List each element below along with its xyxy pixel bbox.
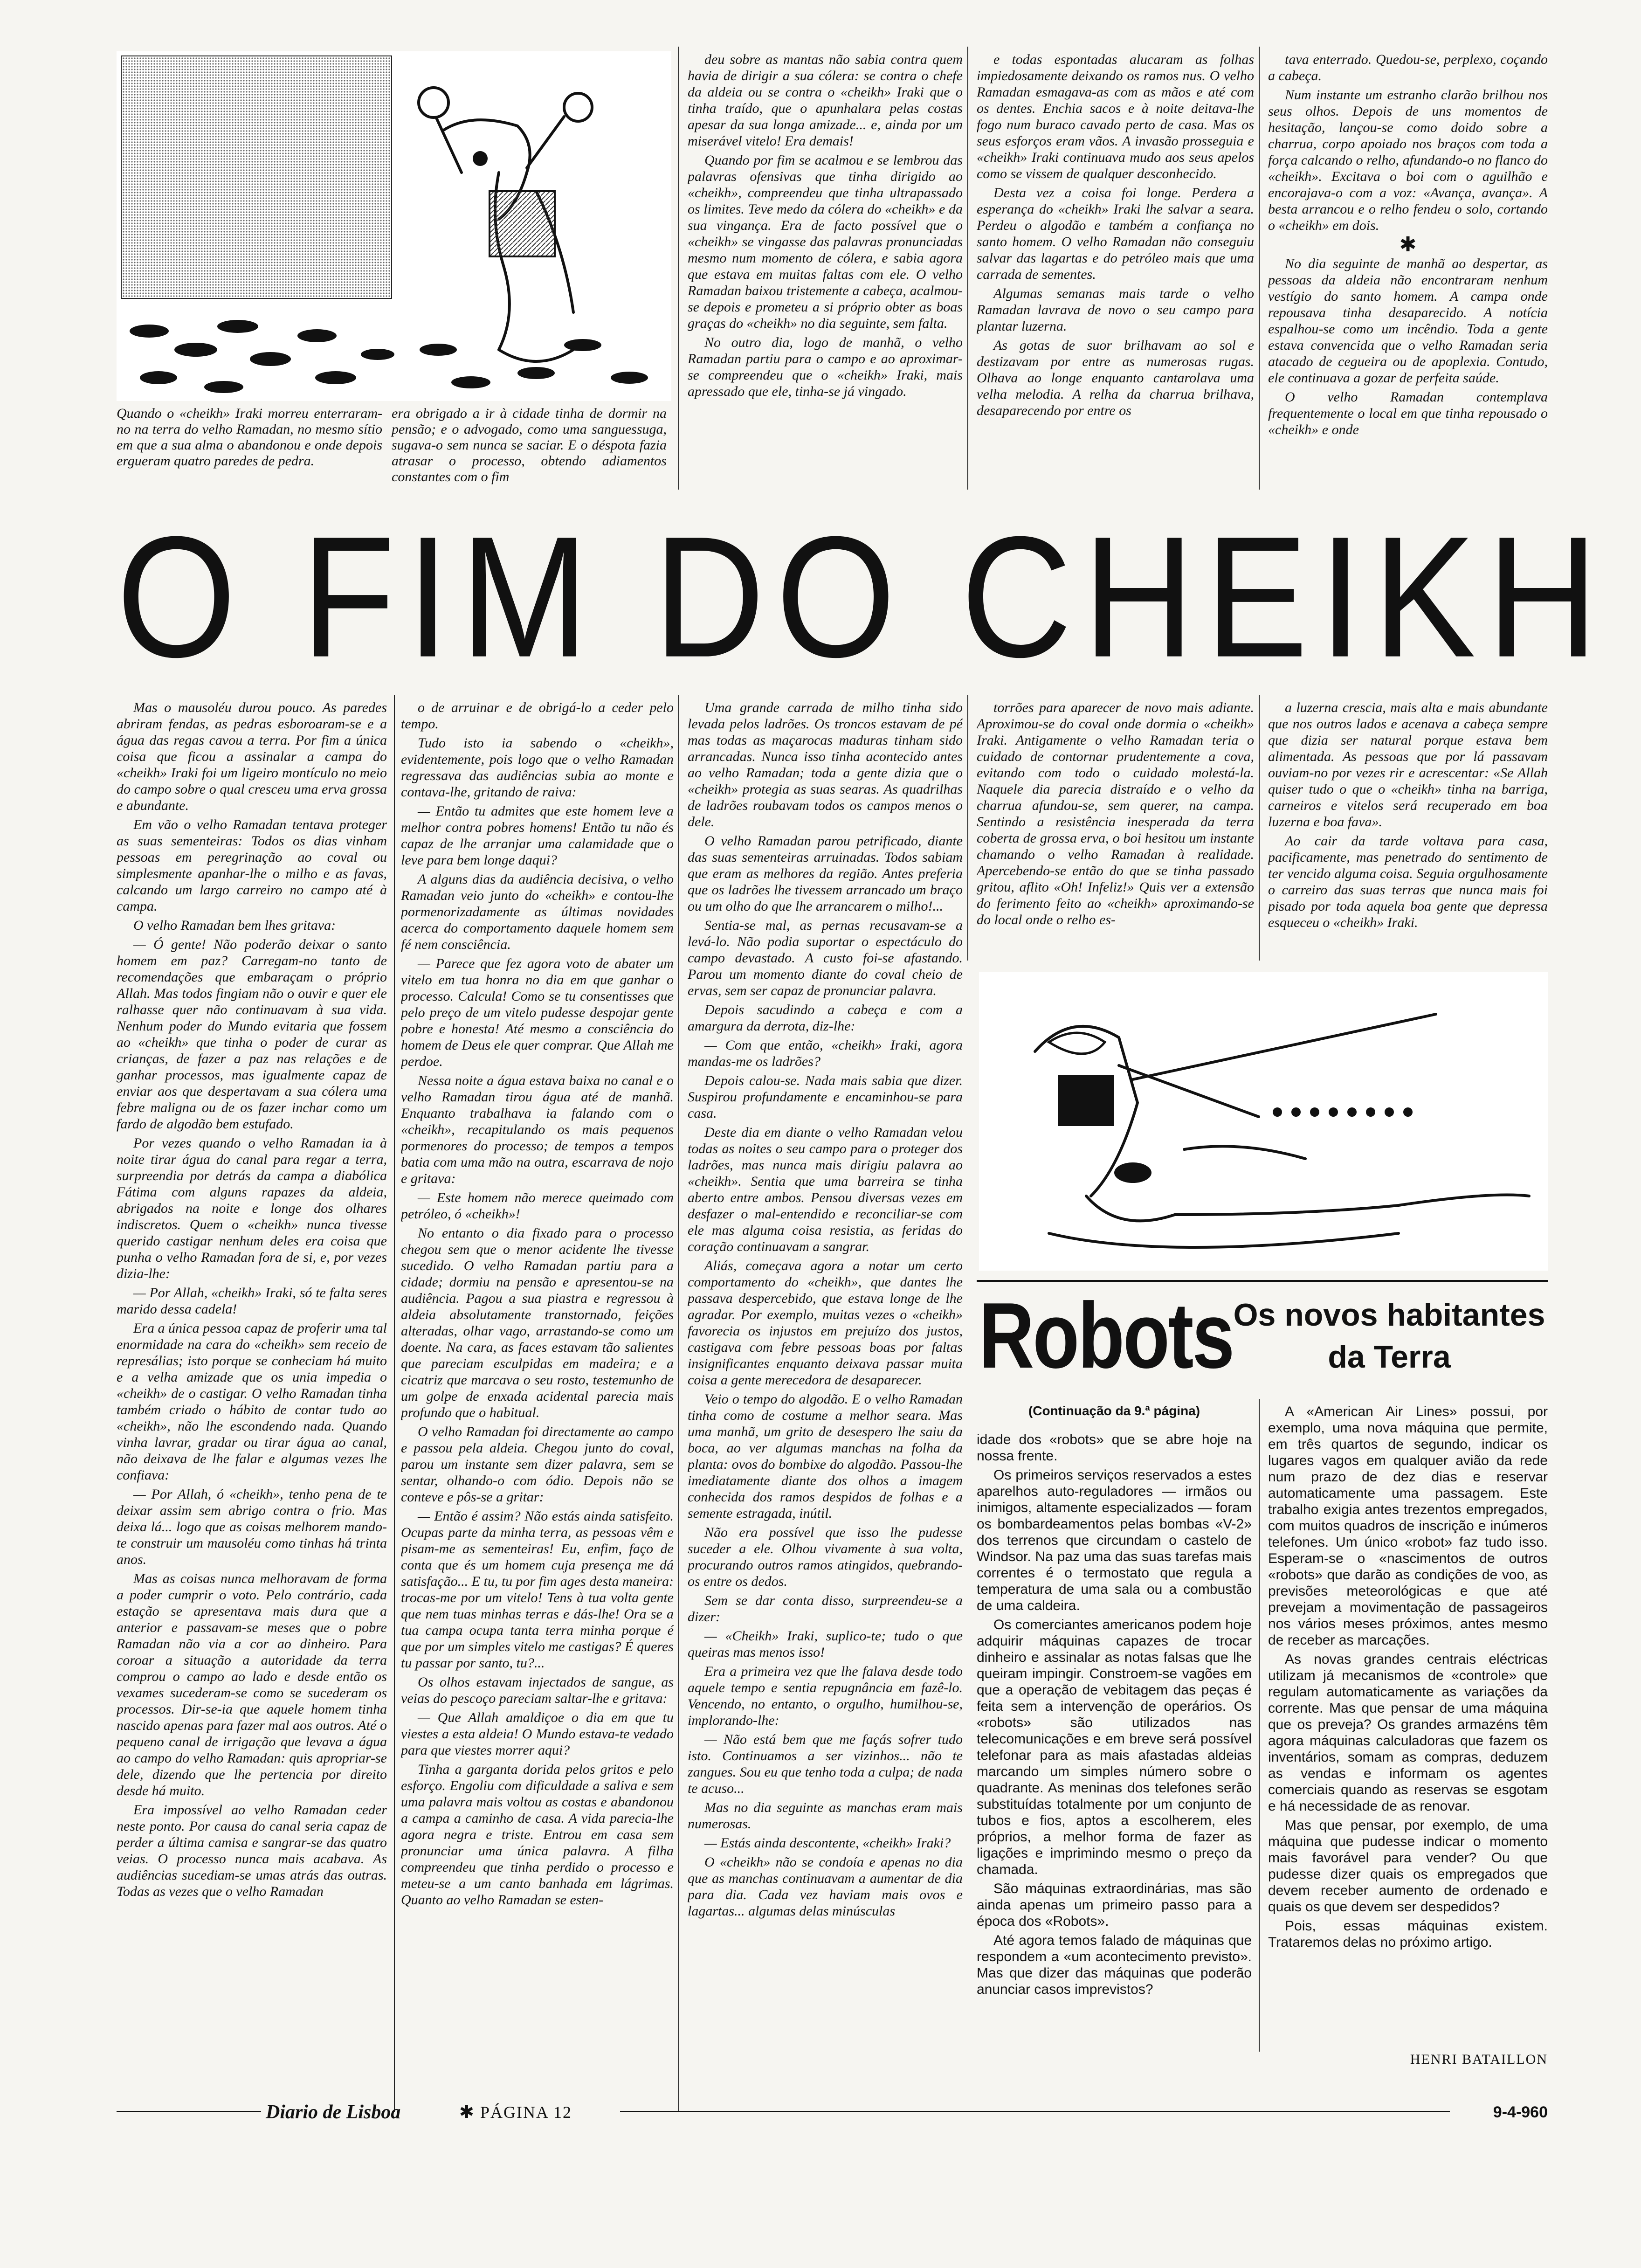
robots-column-1: idade dos «robots» que se abre hoje na nossa frente. Os primeiros serviços reservados a estes aparelhos auto-reguladores — irmãos ou inimigos, altamente especializados — foram os bombardeamentos pelas bombas «V-2» dos terrenos que circundam o castelo de Windsor. Na paz uma das suas tarefas mais correntes é o termostato que regula a temperatura de uma sala ou a combustão de uma caldeira. Os comerciantes americanos podem hoje adquirir máquinas capazes de trocar dinheiro e assinalar as notas falsas que lhe queiram impingir. Constroem-se vagões em que a operação de vebitagem das peças é feita sem a intervenção de operários. Os «robots» são utilizados nas telecomunicações e em breve será possível telefonar para as mais afastadas aldeias marcando um simples número sobre o quadrante. As meninas dos telefones serão substituídas totalmente por um conjunto de tubos e fios, aptos a escolherem, eles próprios, a melhor forma de fazer as ligações e imprimindo mesmo o preço da chamada. São máquinas extraordinárias, mas são ainda apenas um primeiro passo para a época dos «Robots». Até agora temos falado de máquinas que respondem a «um acontecimento previsto». Mas que dizer das máquinas que poderão anunciar casos imprevistos? (977, 1432, 1252, 1997)
top-column-5: tava enterrado. Quedou-se, perplexo, coçando a cabeça. Num instante um estranho clarão brilhou nos seus olhos. Depois de uns momentos de hesitação, lançou-se como doido sobre a charrua, corpo apoiado nos braços com toda a força calcando o relho, afundando-o no flanco do «cheikh». Excitava o boi com o aguilhão e encorajava-o com a voz: «Avança, avança». A besta arrancou e o relho fendeu o solo, cortando o «cheikh» em dois. ✱ No dia seguinte de manhã ao despertar, as pessoas da aldeia não encontraram nenhum vestígio do santo homem. A campa onde repousava tinha desaparecido. A notícia espalhou-se como um incêndio. Toda a gente estava convencida que o velho Ramadan seria atacado de cegueira ou de apoplexia. Contudo, ele continuava a gozar de perfeita saúde. O velho Ramadan contemplava frequentemente o local em que tinha repousado o «cheikh» e onde (1268, 52, 1548, 437)
column-rule (394, 695, 395, 2112)
robots-top-rule (977, 1280, 1548, 1282)
body-column-4: torrões para aparecer de novo mais adiante. Aproximou-se do coval onde dormia o «cheikh» Iraki. Antigamente o velho Ramadan teria o cuidado de contornar prudentemente a cova, evitando com todo o cuidado molestá-la. Naquele dia parecia distraído e o velho da charrua afundou-se, sem querer, na campa. Sentindo a resistência inesperada da terra coberta de grossa erva, o boi hesitou um instante chamando o velho Ramadan à realidade. Apercebendo-se então do que se tinha passado gritou, aflito «Oh! Infeliz!» Quis ver a extensão do ferimento feito ao «cheikh» aproximando-se do local onde o relho es- (977, 700, 1254, 927)
column-rule (678, 695, 679, 2112)
robots-subtitle-2: da Terra (1328, 1339, 1451, 1375)
body-column-2: o de arruinar e de obrigá-lo a ceder pelo tempo. Tudo isto ia sabendo o «cheikh», evidentemente, pois logo que o velho Ramadan regressava das audiências subia ao monte e contava-lhe, gritando de raiva: — Então tu admites que este homem leve a melhor contra pobres homens! Então tu não és capaz de lhe arranjar uma calamidade que o leve para bem longe daqui? A alguns dias da audiência decisiva, o velho Ramadan veio junto do «cheikh» e contou-lhe pormenorizadamente as últimas novidades acerca do comportamento daquele homem sem fé nem consciência. — Parece que fez agora voto de abater um vitelo em tua honra no dia em que ganhar o processo. Calcula! Como se tu consentisses que pelo preço de um vitelo pudesse despojar gente pobre e honesta! Até mesmo a consciência do homem de Deus ele quer comprar. Que Allah me perdoe. Nessa noite a água estava baixa no canal e o velho Ramadan tirou água até de manhã. Enquanto trabalhava ia falando com o «cheikh», recapitulando os mais pequenos pormenores do processo; de tempos a tempos batia com uma mão na outra, escarrava de nojo e gritava: — Este homem não merece queimado com petróleo, ó «cheikh»! No entanto o dia fixado para o processo chegou sem que o menor acidente lhe tivesse sucedido. O velho Ramadan partiu para a cidade; dormiu na pensão e apresentou-se na audiência. Pagou a sua piastra e regressou à aldeia absolutamente transtornado, feições alteradas, olhar vago, arrastando-se como um doente. Na cara, as faces estavam tão salientes que pareciam esculpidas em madeira; e a cicatriz que marcava o seu rosto, testemunho de um golpe de enxada acidental parecia mais profundo que o habitual. O velho Ramadan foi directamente ao campo e passou pela aldeia. Chegou junto do coval, parou um instante sem dizer palavra, sem se sentar, olhando-o com ódio. Depois não se conteve e pôs-se a gritar: — Então é assim? Não estás ainda satisfeito. Ocupas parte da minha terra, as pessoas vêm e pisam-me as sementeiras! Eu, enfim, faço de conta que és um homem cuja presença me dá satisfação... E tu, tu por fim ages desta maneira: trocas-me por um vitelo! Tens à tua volta gente que nem tuas minhas terras e dás-lhe! Ora se a tua campa ocupa tanta terra minha porque é que por um simples vitelo me castigas? É queres tu passar por santo, tu?... Os olhos estavam injectados de sangue, as veias do pescoço pareciam saltar-lhe e gritava: — Que Allah amaldiçoe o dia em que tu viestes a esta aldeia! O Mundo estava-te vedado para que viestes morrer aqui? Tinha a garganta dorida pelos gritos e pelo esforço. Engoliu com dificuldade a saliva e sem uma palavra mais voltou as costas e abandonou a campa a caminho de casa. A vida parecia-lhe agora negra e triste. Entrou em casa sem pronunciar uma única palavra. A filha compreendeu que tinha perdido o processo e meteu-se a um canto banhada em lágrimas. Quanto ao velho Ramadan se esten- (401, 700, 674, 1908)
footer-rule-right (620, 2111, 1450, 2112)
top-column-3: deu sobre as mantas não sabia contra quem havia de dirigir a sua cólera: se contra o chefe da aldeia ou se contra o «cheikh» Iraki que o tinha traído, que o apunhalara pelas costas apesar da sua longa amizade... e, ainda por um miserável vitelo! Era demais! Quando por fim se acalmou e se lembrou das palavras ofensivas que tinha dirigido ao «cheikh», compreendeu que tinha ultrapassado os limites. Teve medo da cólera do «cheikh» e da sua vingança. Era de facto possível que o «cheikh» se vingasse das palavras pronunciadas mesmo num momento de cólera, e sabia agora que estava em muitas faltas com ele. O velho Ramadan baixou tristemente a cabeça, acalmou-se depois e prometeu a si próprio obter as boas graças do «cheikh» no dia seguinte, sem falta. No outro dia, logo de manhã, o velho Ramadan partiu para o campo e ao aproximar-se compreendeu que o «cheikh» Iraki, mais apressado que ele, tinha-se já vingado. (688, 52, 963, 399)
top-caption-right: era obrigado a ir à cidade tinha de dormir na pensão; e o advogado, como uma sanguessuga, sugava-o sem nunca se saciar. E o déspota fazia atrasar o processo, obtendo adiamentos constantes com o fim (392, 406, 667, 484)
column-rule (967, 47, 968, 490)
top-caption-left: Quando o «cheikh» Iraki morreu enterraram-no na terra do velho Ramadan, no mesmo sítio em que a sua alma o abandonou e onde depois ergueram quatro paredes de pedra. (117, 406, 382, 469)
illustration-cheikh (117, 51, 671, 401)
column-rule (678, 47, 679, 490)
column-rule (1259, 47, 1260, 490)
footer-rule-left (117, 2111, 261, 2112)
robots-author: HENRI BATAILLON (1410, 2052, 1548, 2067)
robots-subtitle-1: Os novos habitantes (1233, 1297, 1545, 1333)
top-column-4: e todas espontadas alucaram as folhas impiedosamente deixando os ramos nus. O velho Ramadan esmagava-as com as mãos e até com os dentes. Enchia sacos e à noite deitava-lhe fogo num buraco cavado perto de casa. Mas os seus esforços eram vãos. A invasão prosseguia e «cheikh» Iraki continuava mudo aos seus apelos como se vissem de qualquer desconhecido. Desta vez a coisa foi longe. Perdera a esperança do «cheikh» Iraki lhe salvar a seara. Perdeu o algodão e também a confiança no santo homem. O velho Ramadan não conseguiu salvar das lagartas e do petróleo mais que uma carrada de sementes. Algumas semanas mais tarde o velho Ramadan lavrava de novo o seu campo para plantar luzerna. As gotas de suor brilhavam ao sol e destizavam por entre as numerosas rugas. Olhava ao longe enquanto cantarolava uma velha melodia. A relha da charrua brilhava, desaparecendo por entre os (977, 52, 1254, 418)
footer-page: PÁGINA 12 (480, 2103, 572, 2122)
body-column-3: Uma grande carrada de milho tinha sido levada pelos ladrões. Os troncos estavam de pé mas todas as maçarocas maduras tinham sido arrancadas. Nunca isso tinha acontecido antes ao velho Ramadan; toda a gente dizia que o «cheikh» protegia as suas searas. As quadrilhas de ladrões roubavam todos os campos menos o dele. O velho Ramadan parou petrificado, diante das suas sementeiras arruinadas. Todos sabiam que eram as melhores da região. Antes preferia que os ladrões lhe tivessem arrancado um braço ou um olho do que lhe arrancarem o milho!... Sentia-se mal, as pernas recusavam-se a levá-lo. Não podia suportar o espectáculo do campo devastado. A custo foi-se afastando. Parou um momento diante do coval cheio de ervas, sem ser capaz de pronunciar palavra. Depois sacudindo a cabeça e com a amargura da derrota, diz-lhe: — Com que então, «cheikh» Iraki, agora mandas-me os ladrões? Depois calou-se. Nada mais sabia que dizer. Suspirou profundamente e encaminhou-se para casa. Deste dia em diante o velho Ramadan velou todas as noites o seu campo para o proteger dos ladrões, mas nunca mais dirigiu palavra ao «cheikh». Sentia que uma barreira se tinha aberto entre ambos. Pensou diversas vezes em desfazer o mal-entendido e reconciliar-se com ele mas alguma coisa resistia, as feridas do coração continuavam a sangrar. Aliás, começava agora a notar um certo comportamento do «cheikh», que dantes lhe passava despercebido, que estava longe de lhe agradar. Por exemplo, muitas vezes o «cheikh» favorecia os injustos em prejuízo dos justos, castigava com febre pessoas boas por faltas insignificantes enquanto deixava passar muita coisa a gente merecedora de desaparecer. Veio o tempo do algodão. E o velho Ramadan tinha como de costume a melhor seara. Mas uma manhã, um grito de desespero lhe saiu da boca, ao ver algumas manchas na folha da planta: ovos do bombixe do algodão. Passou-lhe imediatamente diante dos olhos a imagem conhecida dos ramos despidos de folhas e a semente estragada, inútil. Não era possível que isso lhe pudesse suceder a ele. Olhou vivamente à sua volta, procurando outros ramos atingidos, quebrando-os entre os dedos. Sem se dar conta disso, surpreendeu-se a dizer: — «Cheikh» Iraki, suplico-te; tudo o que queiras mas menos isso! Era a primeira vez que lhe falava desde todo aquele tempo e sentia repugnância em fazê-lo. Vencendo, no entanto, o orgulho, humilhou-se, implorando-lhe: — Não está bem que me façás sofrer tudo isto. Continuamos a ser vizinhos... não te zangues. Sou eu que tenho toda a culpa; de nada te acuso... Mas no dia seguinte as manchas eram mais numerosas. — Estás ainda descontente, «cheikh» Iraki? O «cheikh» não se condoía e apenas no dia que as manchas continuavam a aumentar de dia para dia. Cada vez haviam mais ovos e lagartas... algumas delas minúsculas (688, 700, 963, 1919)
robots-continuation: (Continuação da 9.ª página) (1028, 1404, 1200, 1418)
column-rule (1259, 1399, 1260, 2052)
illustration-plough (979, 972, 1548, 1271)
column-rule (967, 695, 968, 961)
body-column-5: a luzerna crescia, mais alta e mais abundante que nos outros lados e acenava a cabeça sempre que dizia ser natural porque estava bem alimentada. As pessoas que por lá passavam ouviam-no por vezes rir e acrescentar: «Se Allah quiser tudo o que o «cheikh» tinha na barriga, carneiros e vitelos será recuperado em boa luzerna e boa fava». Ao cair da tarde voltava para casa, pacificamente, mas penetrado do sentimento de ter vencido alguma coisa. Seguia orgulhosamente o carreiro das suas terras que nunca mais foi pisado por toda aquela boa gente que depressa esqueceu o «cheikh» Iraki. (1268, 700, 1548, 930)
headline: O FIM DO CHEIKH (117, 500, 1609, 693)
body-column-1: Mas o mausoléu durou pouco. As paredes abriram fendas, as pedras esboroaram-se e a água das regas cavou a terra. Por fim a única coisa que ficou a assinalar a campa do «cheikh» Iraki foi um ligeiro montículo no meio do campo sobre o qual cresceu uma erva grossa e abundante. Em vão o velho Ramadan tentava proteger as suas sementeiras: Todos os dias vinham pessoas em peregrinação ao coval ou simplesmente apanhar-lhe o milho e as favas, calcando um largo carreiro no campo até à campa. O velho Ramadan bem lhes gritava: — Ó gente! Não poderão deixar o santo homem em paz? Carregam-no tanto de recomendações que embaraçam o próprio Allah. Mas todos fingiam não o ouvir e quer ele ralhasse quer não continuavam à sua vida. Nenhum poder do Mundo evitaria que fossem ao «cheikh» que tinha o poder de curar as crianças, de fazer a paz nas relações e de ganhar processos, mas igualmente capaz de enviar aos que despertavam a sua cólera uma febre maligna ou de os fazer inchar como um fardo de algodão bem estufado. Por vezes quando o velho Ramadan ia à noite tirar água do canal para regar a terra, surpreendia por detrás da campa a diabólica Fátima com alguns rapazes da aldeia, abrigados na noite e longe dos olhares indiscretos. Quem o «cheikh» nunca tivesse querido castigar nenhum deles era coisa que punha o velho Ramadan fora de si, e, por vezes dizia-lhe: — Por Allah, «cheikh» Iraki, só te falta seres marido dessa cadela! Era a única pessoa capaz de proferir uma tal enormidade na cara do «cheikh» sem receio de represálias; isto porque se conheciam há muito e a velha amizade que os unia impedia o «cheikh» de o castigar. O velho Ramadan tinha também criado o hábito de contar tudo ao «cheikh», não lhe escondendo nada. Quando vinha lavrar, gradar ou tirar água ao canal, não deixava de lhe falar e algumas vezes lhe confiava: — Por Allah, ó «cheikh», tenho pena de te deixar assim sem abrigo contra o frio. Mas deixa lá... logo que as coisas melhorem mando-te construir um mausoléu como tinhas há trinta anos. Mas as coisas nunca melhoravam de forma a poder cumprir o voto. Pelo contrário, cada estação se apresentava mais dura que a anterior e passavam-se meses que o pobre Ramadan não via a cor ao dinheiro. Para coroar a situação a autoridade da terra comprou o campo ao lado e desde então os vexames sucederam-se como se sucederam os processos. Dir-se-ia que aquele homem tinha nascido apenas para fazer mal aos outros. Até o pequeno canal de irrigação que levava a água ao campo do velho Ramadan: quis apropriar-se dele, dizendo que lhe pertencia por direito desde há muito. Era impossível ao velho Ramadan ceder neste ponto. Por causa do canal seria capaz de perder a última camisa e sangrar-se das quatro veias. O processo nunca mais acabava. As audiências sucediam-se umas atrás das outras. Todas as vezes que o velho Ramadan (117, 700, 387, 1899)
column-rule (1259, 695, 1260, 961)
footer-date: 9-4-960 (1493, 2103, 1548, 2121)
footer-star: ✱ (459, 2102, 474, 2122)
robots-title: Robots (979, 1284, 1234, 1388)
footer-masthead: Diario de Lisboa (266, 2102, 401, 2123)
robots-column-2: A «American Air Lines» possui, por exemplo, uma nova máquina que permite, em três quartos de segundo, indicar os lugares vagos em qualquer avião da rede num prazo de dez dias e reservar automaticamente uma passagem. Este trabalho exigia antes trezentos empregados, com muitos quadros de inscrição e inúmeros telefones. Um único «robot» faz tudo isso. Esperam-se o «nascimentos de outros «robots» que darão as condições de voo, as previsões meteorológicas e que até prevejam a movimentação de passageiros nos vários meses próximos, antes mesmo de receber as marcações. As novas grandes centrais eléctricas utilizam já mecanismos de «controle» que regulam automaticamente as variações da corrente. Mas que pensar de uma máquina que os preveja? Os grandes armazéns têm agora máquinas calculadoras que fazem os inventários, somam as compras, deduzem as vendas e informam os agentes comerciais quando as reservas se esgotam e há necessidade de as renovar. Mas que pensar, por exemplo, de uma máquina que pudesse indicar o momento mais favorável para vender? Ou que pudesse dizer quais os empregados que devem receber aumento de ordenado e quais os que devem ser despedidos? Pois, essas máquinas existem. Trataremos delas no próximo artigo. (1268, 1404, 1548, 1950)
